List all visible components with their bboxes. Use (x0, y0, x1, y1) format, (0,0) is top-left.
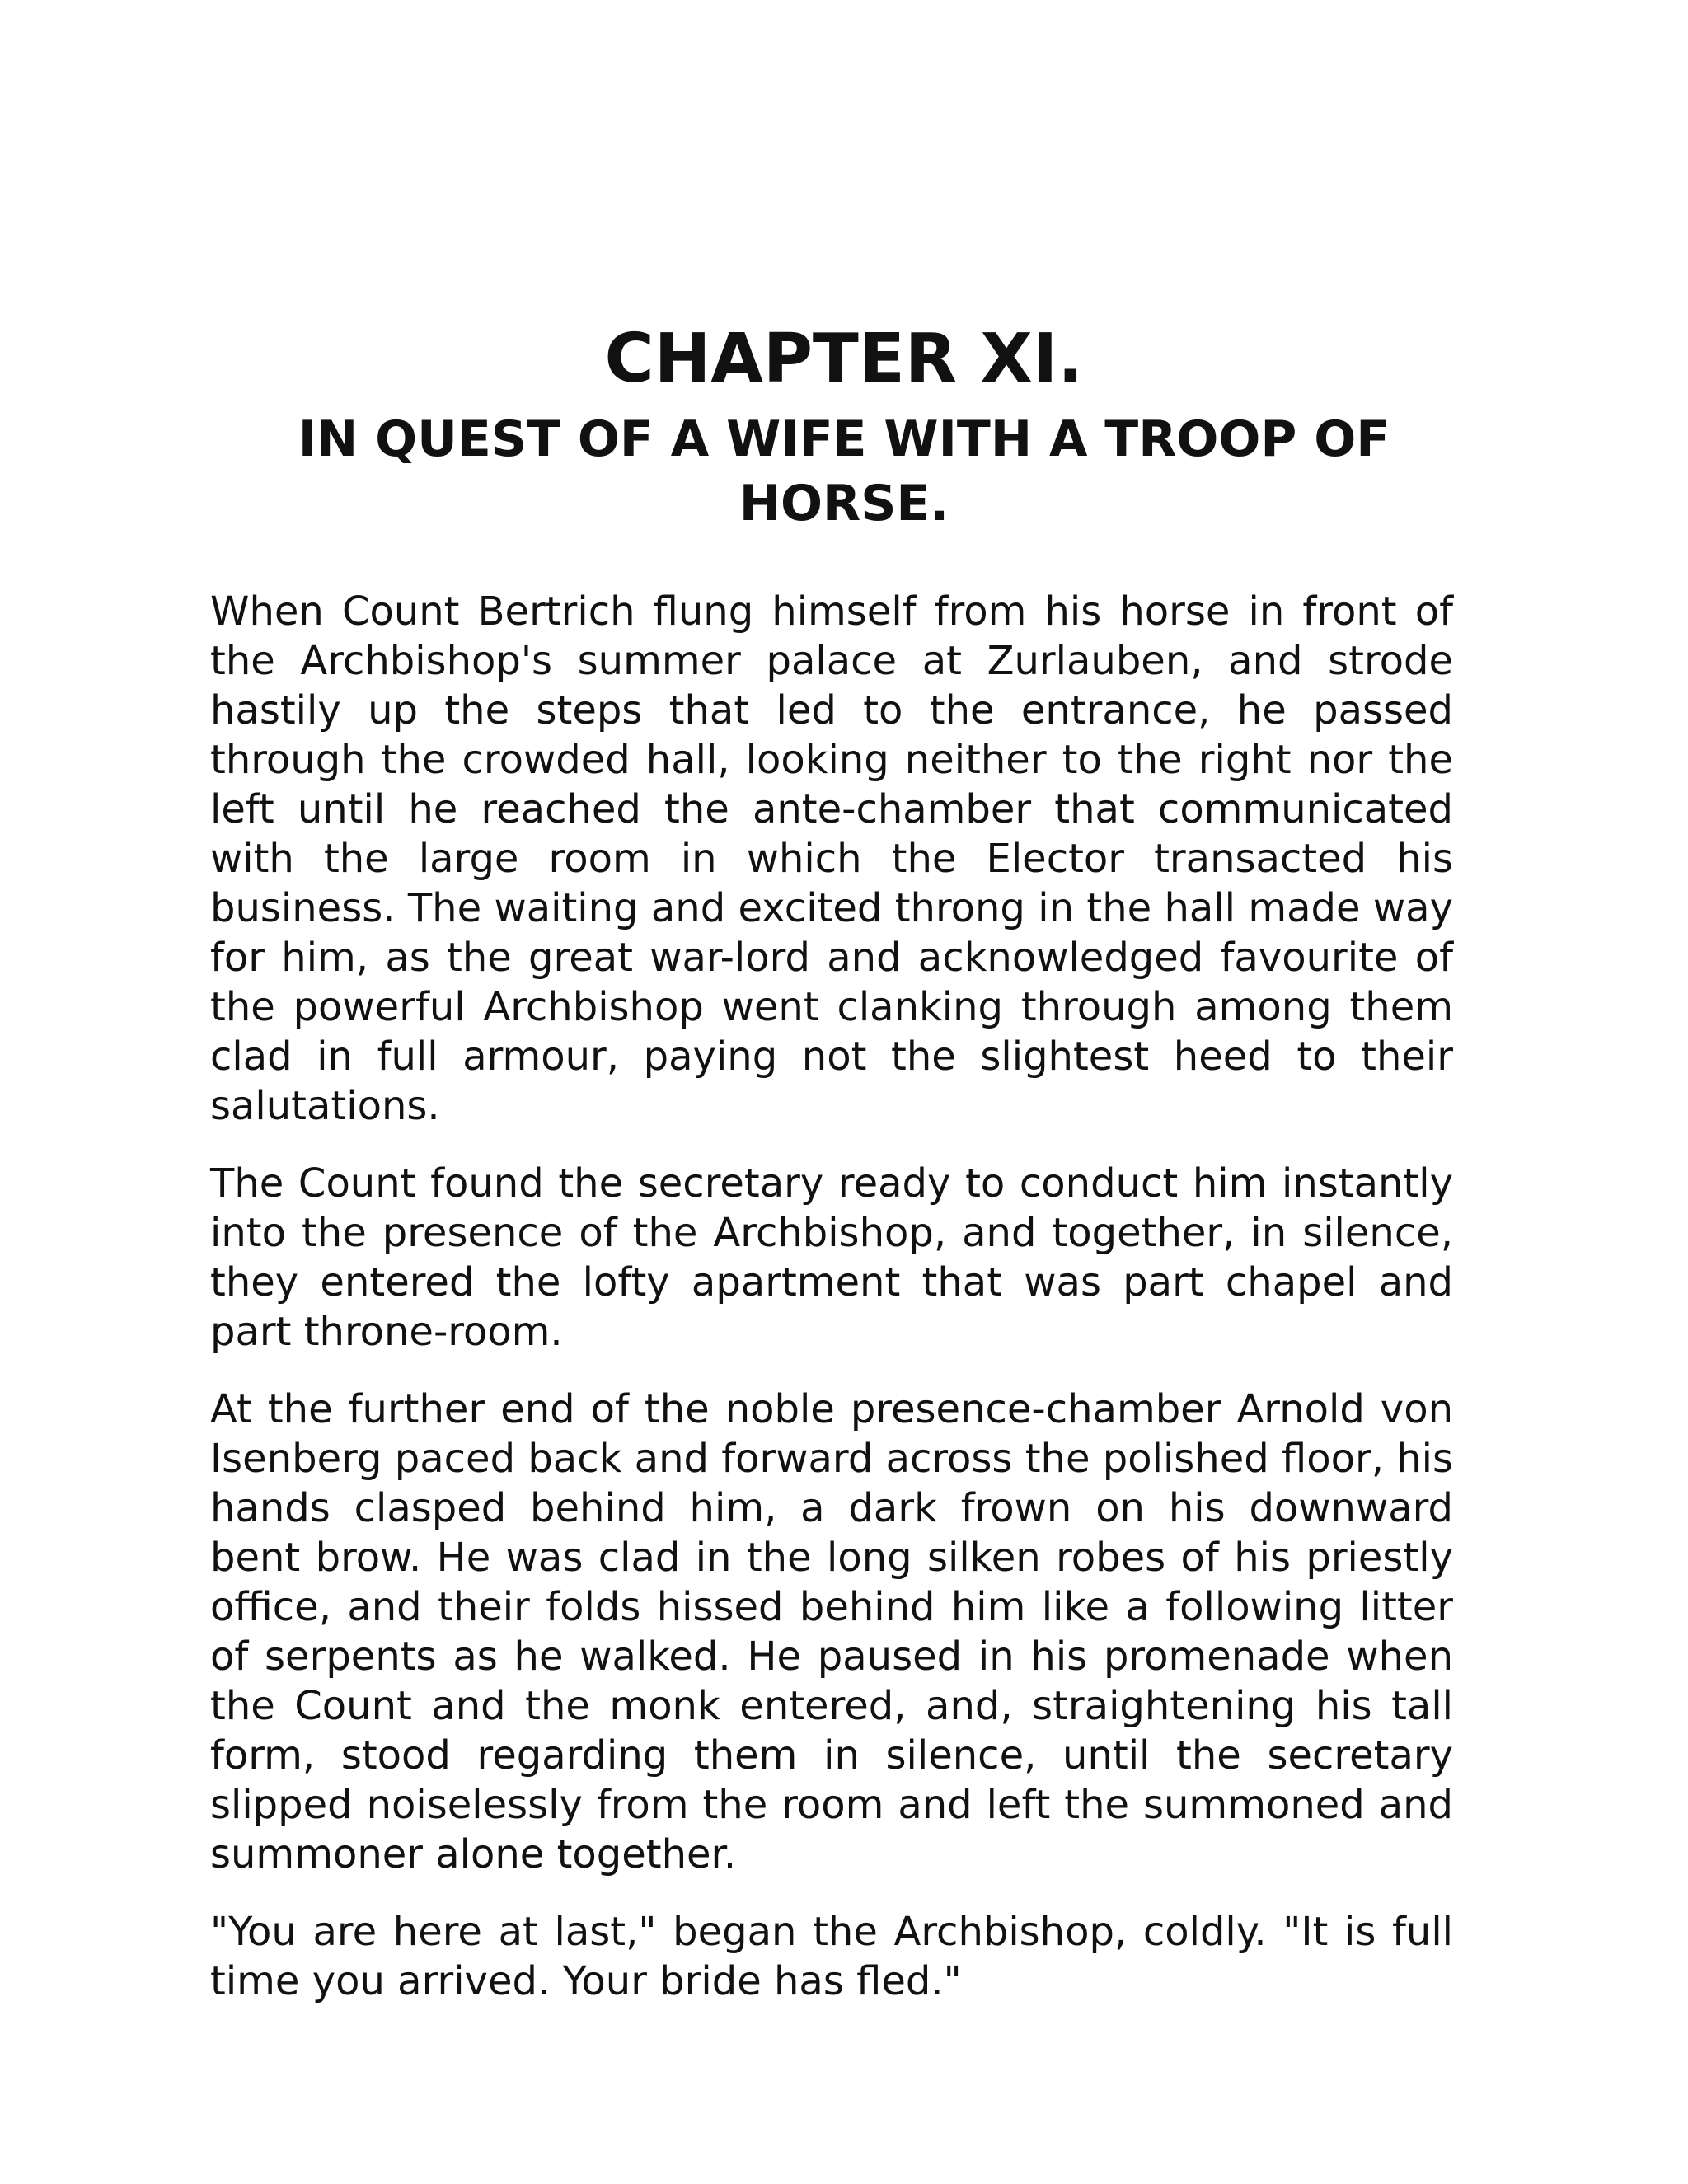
paragraph: When Count Bertrich flung himself from his horse in front of the Archbishop's summer palace at Zurlauben, and strode hastily up the steps that led to the entrance, he passed through the crowded hall, looking neither to the right nor the left until he reached the ante-chamber that communicated with the large room in which the Elector transacted his business. The waiting and excited throng in the hall made way for him, as the great war-lord and acknowledged favourite of the powerful Archbishop went clanking through among them clad in full armour, paying not the slightest heed to their salutations. (210, 588, 1453, 1129)
chapter-body (210, 587, 1453, 2034)
paragraph: At the further end of the noble presence-chamber Arnold von Isenberg paced back and forward across the polished floor, his hands clasped behind him, a dark frown on his downward bent brow. He was clad in the long silken robes of his priestly office, and their folds hissed behind him like a following litter of serpents as he walked. He paused in his promenade when the Count and the monk entered, and, straightening his tall form, stood regarding them in silence, until the secretary slipped noiselessly from the room and left the summoned and summoner alone together. (210, 1386, 1453, 1877)
chapter-title: IN QUEST OF A WIFE WITH A TROOP OF HORSE. (298, 410, 1390, 532)
chapter-number: CHAPTER XI. (604, 320, 1084, 398)
paragraph: "You are here at last," began the Archbishop, coldly. "It is full time you arrived. Your bride has fled." (210, 1909, 1453, 2004)
paragraph: The Count found the secretary ready to conduct him instantly into the presence of the Archbishop, and together, in silence, they entered the lofty apartment that was part chapel and part throne-room. (210, 1160, 1453, 1355)
